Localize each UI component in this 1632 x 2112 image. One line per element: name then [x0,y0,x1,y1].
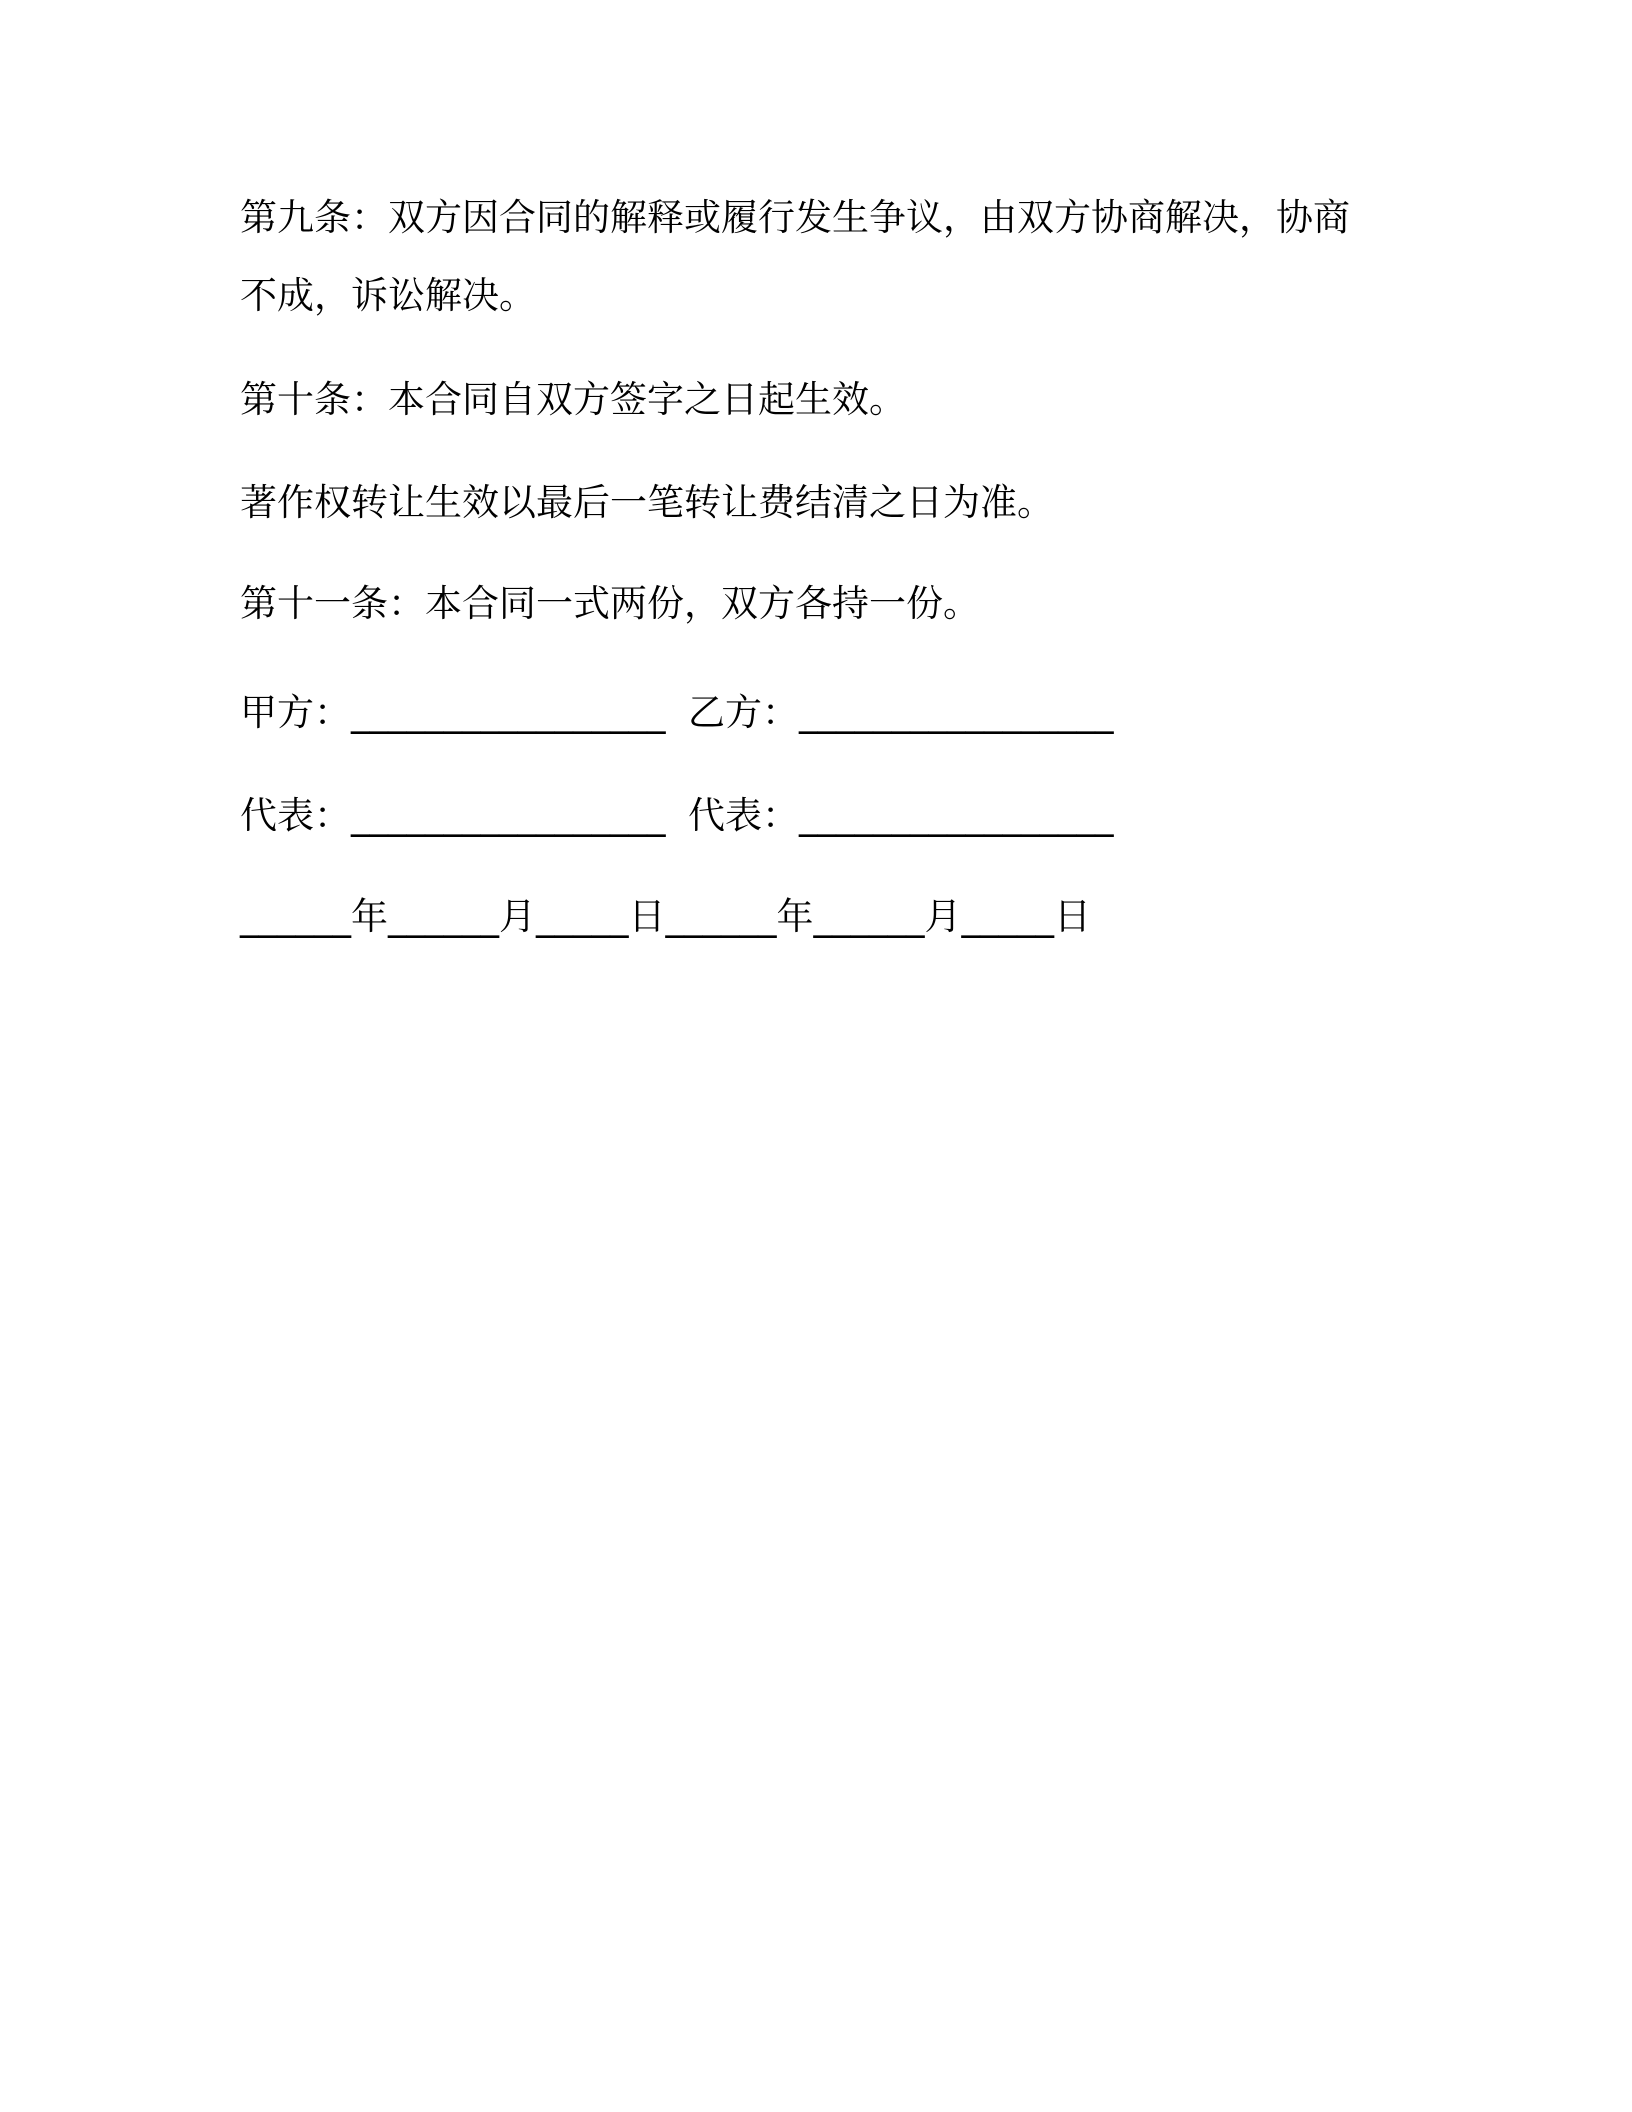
article-10: 第十条：本合同自双方签字之日起生效。 [240,378,906,421]
copyright-clause: 著作权转让生效以最后一笔转让费结清之日为准。 [240,481,1054,524]
representative-b: 代表：_________________ [688,794,1114,837]
date-line: ______年______月_____日______年______月_____日 [240,895,1091,938]
article-9-line-2: 不成，诉讼解决。 [240,274,536,317]
party-a-signature: 甲方：_________________ [240,691,666,734]
article-11: 第十一条：本合同一式两份，双方各持一份。 [240,582,980,625]
representative-a: 代表：_________________ [240,794,666,837]
party-b-signature: 乙方：_________________ [688,691,1114,734]
article-9-line-1: 第九条：双方因合同的解释或履行发生争议，由双方协商解决，协商 [240,196,1350,239]
